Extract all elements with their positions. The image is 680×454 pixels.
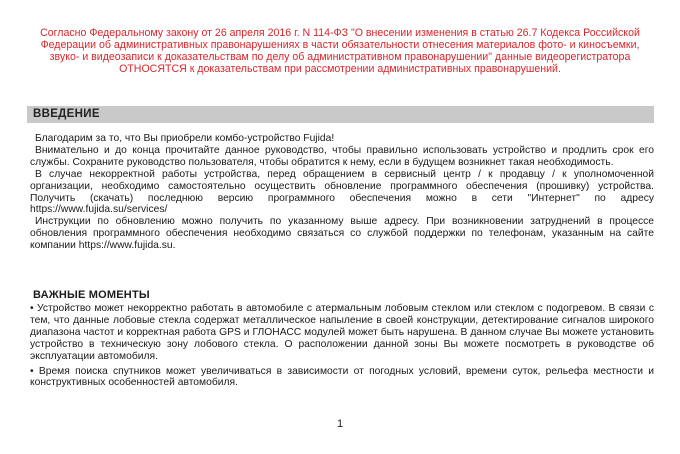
legal-notice: Согласно Федеральному закону от 26 апреля 2016 г. N 114-ФЗ "О внесении изменения в статью 26.7 Кодекса Российской Федерации об административных правонарушениях в части обязательности отнесения материалов фото- и киносъемки, звуко- и видеозаписи к доказательствам по делу об административном правонарушении" данные видеорегистратора ОТНОСЯТСЯ к доказательствам при рассмотрении административных правонарушений. (40, 27, 640, 75)
intro-paragraph: Внимательно и до конца прочитайте данное руководство, чтобы правильно использовать устройство и продлить срок его службы. Сохраните руководство пользователя, чтобы обратится к нему, если в будущем возникнет такая необходимость. (30, 144, 654, 168)
bullet-item: • Время поиска спутников может увеличиваться в зависимости от погодных условий, времени суток, рельефа местности и конструктивных особенностей автомобиля. (30, 365, 654, 389)
intro-paragraph: Благодарим за то, что Вы приобрели комбо-устройство Fujida! (35, 133, 335, 144)
intro-paragraph: В случае некорректной работы устройства, перед обращением в сервисный центр / к продавцу / к уполномоченной организации, необходимо самостоятельно осуществить обновление программного обеспечения (прошивку) устройства. Получить (скачать) последнюю версию программного обеспечения можно в сети "Интернет" по адресу https://www.fujida.su/services/ (30, 168, 654, 216)
section-title: ВВЕДЕНИЕ (33, 108, 100, 120)
intro-text (30, 133, 654, 252)
important-list (30, 303, 654, 392)
intro-paragraph: Инструкции по обновлению можно получить по указанному выше адресу. При возникновении затруднений в процессе обновления программного обеспечения необходимо связаться со службой поддержки по телефонам, указанным на сайте компании https://www.fujida.su. (30, 216, 654, 252)
section-header-bar (27, 106, 654, 123)
bullet-item: • Устройство может некорректно работать в автомобиле с атермальным лобовым стеклом или стеклом с подогревом. В связи с тем, что данные лобовые стекла содержат металлическое напыление в своей конструкции, детектирование сигналов широкого диапазона частот и корректная работа GPS и ГЛОНАСС модулей может быть нарушена. В данном случае Вы можете установить устройство в техническую зону лобового стекла. О расположении данной зоны Вы можете посмотреть в руководстве об эксплуатации автомобиля. (30, 303, 654, 362)
important-heading: ВАЖНЫЕ МОМЕНТЫ (33, 289, 150, 301)
page-number: 1 (336, 418, 344, 430)
